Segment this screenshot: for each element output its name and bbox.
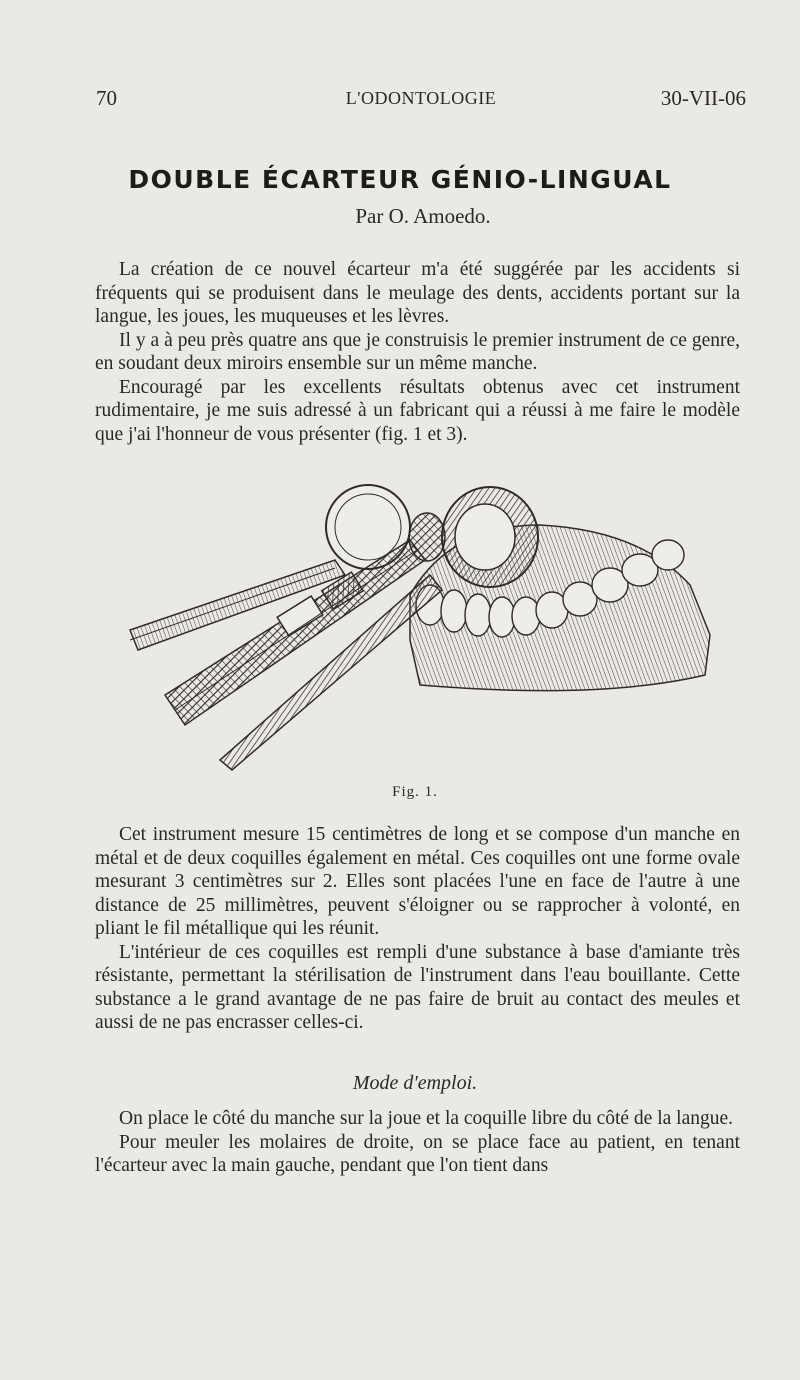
- paragraph: On place le côté du manche sur la joue et la coquille libre du côté de la langue.: [119, 1108, 734, 1129]
- article-author: Par O. Amoedo.: [355, 204, 491, 228]
- dental-retractor-illustration: [120, 465, 720, 785]
- journal-name: L'ODONTOLOGIE: [345, 88, 497, 108]
- usage-text: [95, 1107, 740, 1178]
- running-head: [96, 86, 746, 116]
- article-title: DOUBLE ÉCARTEUR GÉNIO-LINGUAL: [128, 165, 672, 194]
- figure-caption: Fig. 1.: [392, 784, 438, 800]
- paragraph: Il y a à peu près quatre ans que je construisis le premier instrument de ce genre, en soudant deux miroirs ensemble sur un même manche.: [95, 329, 740, 374]
- issue-date: 30-VII-06: [660, 86, 746, 110]
- instrument-handles: [130, 540, 442, 770]
- section-subheading: Mode d'emploi.: [352, 1072, 478, 1094]
- page-number: 70: [96, 86, 117, 110]
- body-text: [95, 823, 740, 1035]
- paragraph: Pour meuler les molaires de droite, on se place face au patient, en tenant l'écarteur avec la main gauche, pendant que l'on tient dans: [95, 1131, 740, 1176]
- paragraph: Encouragé par les excellents résultats obtenus avec cet instrument rudimentaire, je me suis adressé à un fabricant qui a réussi à me faire le modèle que j'ai l'honneur de vous présenter (fig. 1 et 3).: [95, 376, 740, 445]
- paragraph: La création de ce nouvel écarteur m'a été suggérée par les accidents si fréquents qui se produisent dans le meulage des dents, accidents portant sur la langue, les joues, les muqueuses et les lèvres.: [95, 259, 740, 327]
- paragraph: L'intérieur de ces coquilles est rempli d'une substance à base d'amiante très résistante, permettant la stérilisation de l'instrument dans l'eau bouillante. Cette substance a le grand avantage de ne pas faire de bruit au contact des meules et aussi de ne pas encrasser celles-ci.: [95, 941, 740, 1033]
- intro-text: [95, 258, 740, 446]
- paragraph: Cet instrument mesure 15 centimètres de long et se compose d'un manche en métal et de deux coquilles également en métal. Ces coquilles ont une forme ovale mesurant 3 centimètres sur 2. Elles sont placées l'une en face de l'autre à une distance de 25 millimètres, peuvent s'éloigner ou se rapprocher à volonté, en pliant le fil métallique qui les réunit.: [95, 824, 740, 939]
